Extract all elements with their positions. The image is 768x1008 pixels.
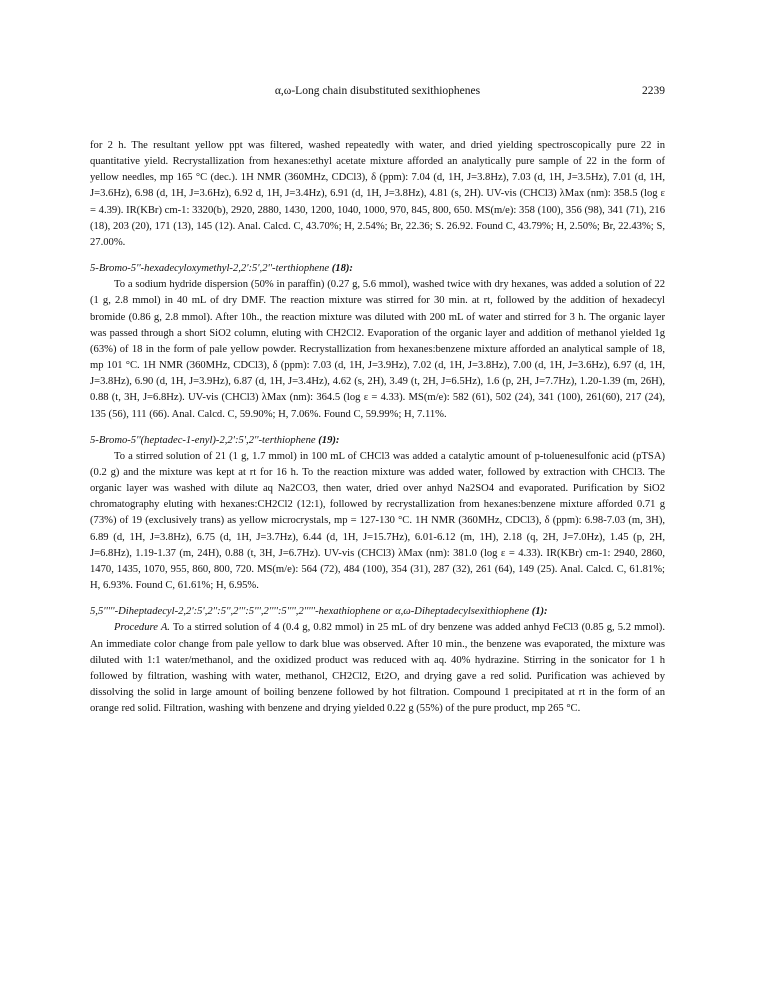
compound-1-name: 5,5'''''-Diheptadecyl-2,2':5',2'':5'',2''':5''',2'''':5'''',2'''''-hexathiophene or α,ω-Diheptadecylsexithiophene [90, 606, 530, 618]
paragraph-compound-19-procedure: To a stirred solution of 21 (1 g, 1.7 mmol) in 100 mL of CHCl3 was added a catalytic amount of p-toluenesulfonic acid (pTSA) (0.2 g) and the mixture was kept at rt for 16 h. To the reaction mixture was added water, followed by extraction with CHCl3. The organic layer was washed with dilute aq Na2CO3, then water, dried over anhyd Na2SO4 and evaporated. Purification by SiO2 chromatography eluting with hexanes:CH2Cl2 (12:1), followed by recrystallization from hexanes:benzene mixture afforded 0.71 g (73%) of 19 (exclusively trans) as yellow microcrystals, mp = 127-130 °C. 1H NMR (360MHz, CDCl3), δ (ppm): 6.98-7.03 (m, 3H), 6.89 (d, 1H, J=3.8Hz), 6.75 (d, 1H, J=3.7Hz), 6.44 (d, 1H, J=15.7Hz), 6.01-6.12 (m, 1H), 2.18 (q, 2H, J=7.0Hz), 1.45 (p, 2H, J=6.8Hz), 1.19-1.37 (m, 24H), 0.88 (t, 3H, J=6.7Hz). UV-vis (CHCl3) λMax (nm): 381.0 (log ε = 4.33). IR(KBr) cm-1: 2940, 2860, 1470, 1435, 1070, 955, 860, 800, 720. MS(m/e): 564 (72), 484 (100), 354 (31), 287 (32), 261 (64), 149 (25). Anal. Calcd. C, 61.81%; H, 6.93%. Found C, 61.61%; H, 6.95%. [90, 450, 665, 592]
section-heading-compound-1 [90, 604, 665, 620]
compound-19-number: (19): [318, 434, 340, 446]
paragraph-compound-1-procedure [90, 620, 665, 717]
running-head [90, 82, 665, 100]
article-body [90, 138, 665, 717]
procedure-a-text: To a stirred solution of 4 (0.4 g, 0.82 mmol) in 25 mL of dry benzene was added anhyd FeCl3 (0.85 g, 5.2 mmol). An immediate color change from pale yellow to dark blue was observed. After 10 min., the benzene was evaporated, the mixture was diluted with 1:1 water/methanol, and the oxidized product was reduced with aq. 40% hydrazine. Stirring in the sonicator for 1 h followed by filtration, washing with water, methanol, CH2Cl2, Et2O, and drying gave a red solid. Purification was achieved by dissolving the solid in large amount of boiling benzene followed by hot filtration. Compound 1 precipitated at rt in the form of an orange red solid. Filtration, washing with benzene and drying yielded 0.22 g (55%) of the pure product, mp 265 °C. [90, 622, 665, 715]
running-title: α,ω-Long chain disubstituted sexithiophenes [274, 85, 481, 97]
paragraph-compound-18-procedure: To a sodium hydride dispersion (50% in paraffin) (0.27 g, 5.6 mmol), washed twice with dry hexanes, was added a solution of 22 (1 g, 2.8 mmol) in 40 mL of dry DMF. The reaction mixture was stirred for 30 min. at rt, followed by the addition of hexadecyl bromide (0.86 g, 2.8 mmol). After 10h., the reaction mixture was diluted with 200 mL of water and stirred for 3 h. The organic layer was passed through a short SiO2 column, eluting with CH2Cl2. Evaporation of the organic layer and addition of methanol yielded 1g (63%) of 18 in the form of pale yellow powder. Recrystallization from hexanes:benzene mixture afforded an analytical sample of 18, mp 101 °C. 1H NMR (360MHz, CDCl3), δ (ppm): 7.03 (d, 1H, J=3.9Hz), 7.02 (d, 1H, J=3.8Hz), 7.00 (d, 1H, J=3.6Hz), 6.97 (d, 1H, J=3.8Hz), 6.90 (d, 1H, J=3.9Hz), 6.87 (d, 1H, J=3.4Hz), 4.62 (s, 2H), 3.49 (t, 2H, J=6.5Hz), 1.6 (p, 2H, J=7.7Hz), 1.20-1.39 (m, 26H), 0.88 (t, 3H, J=6.8Hz). UV-vis (CHCl3) λMax (nm): 364.5 (log ε = 4.33). MS(m/e): 582 (61), 502 (24), 341 (100), 261(60), 217 (24), 135 (56), 111 (66). Anal. Calcd. C, 59.90%; H, 7.06%. Found C, 59.99%; H, 7.11%. [90, 279, 665, 420]
journal-page [90, 82, 665, 962]
compound-19-name: 5-Bromo-5''(heptadec-1-enyl)-2,2':5',2''-terthiophene [90, 434, 316, 446]
procedure-a-label: Procedure A. [114, 622, 170, 634]
compound-1-number: (1): [531, 606, 548, 618]
page-number: 2239 [642, 85, 665, 97]
section-heading-compound-18 [90, 261, 665, 277]
compound-18-number: (18): [331, 263, 353, 275]
paragraph-compound-22-characterization: for 2 h. The resultant yellow ppt was filtered, washed repeatedly with water, and dried yielding spectroscopically pure 22 in quantitative yield. Recrystallization from hexanes:ethyl acetate mixture afforded an analytically pure sample of 22 in the form of yellow needles, mp 165 °C (dec.). 1H NMR (360MHz, CDCl3), δ (ppm): 7.04 (d, 1H, J=3.8Hz), 7.03 (d, 1H, J=3.5Hz), 7.01 (d, 1H, J=3.6Hz), 6.98 (d, 1H, J=3.6Hz), 6.92 d, 1H, J=3.4Hz), 6.91 (d, 1H, J=3.8Hz), 4.81 (s, 2H). UV-vis (CHCl3) λMax (nm): 358.5 (log ε = 4.39). IR(KBr) cm-1: 3320(b), 2920, 2880, 1430, 1200, 1040, 1000, 970, 845, 800, 650. MS(m/e): 358 (100), 356 (98), 341 (71), 216 (18), 203 (20), 171 (13), 145 (12). Anal. Calcd. C, 43.70%; H, 2.54%; Br, 22.36; S. 26.92. Found C, 43.79%; H, 2.50%; Br, 22.43%; S, 27.00%. [90, 140, 665, 248]
compound-18-name: 5-Bromo-5''-hexadecyloxymethyl-2,2':5',2''-terthiophene [90, 263, 330, 275]
section-heading-compound-19 [90, 433, 665, 449]
